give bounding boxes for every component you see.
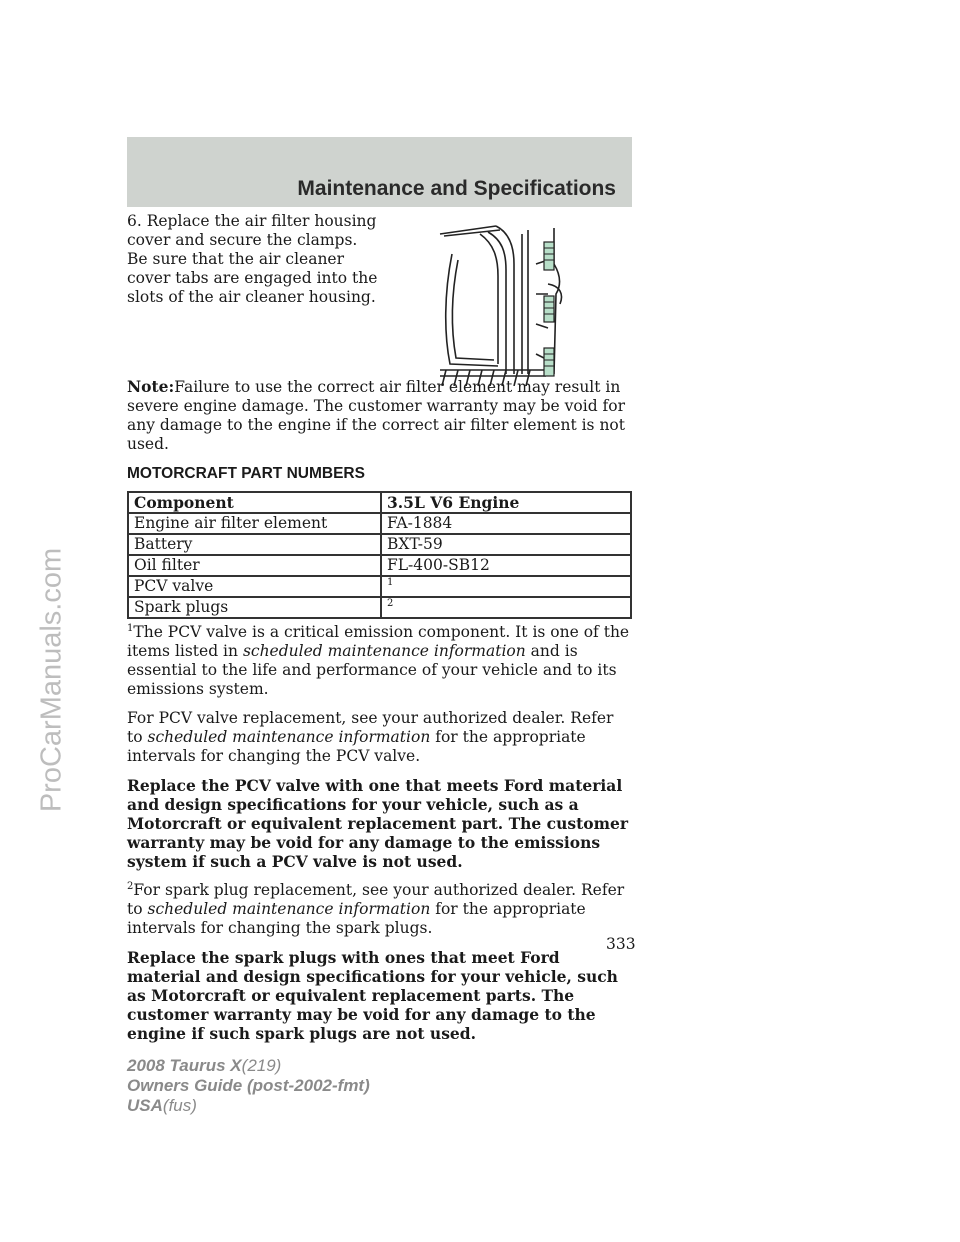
table-row: [128, 513, 631, 534]
footer-model-code: (219): [241, 1056, 282, 1075]
footer-market-code: (fus): [162, 1096, 197, 1115]
pcv-warning-paragraph: Replace the PCV valve with one that meets Ford material and design specifications for your vehicle, such as a Motorcraft or equivalent replacement part. The customer warranty may be void for any damage to the emissions system if such a PCV valve is not used.: [127, 776, 629, 871]
footnote-mark: 1: [127, 622, 134, 634]
footnote-ref: 1: [387, 576, 394, 588]
table-cell: FA-1884: [381, 513, 631, 534]
table-cell: Oil filter: [128, 555, 381, 576]
document-footer: [127, 1056, 370, 1116]
table-row: [128, 576, 631, 597]
table-cell: BXT-59: [381, 534, 631, 555]
header-band: [127, 137, 632, 207]
footer-guide: Owners Guide (post-2002-fmt): [127, 1076, 370, 1095]
footnote-1: [127, 623, 632, 699]
footnote-1-text-b: and is essential to the life and performance of your vehicle and to its emissions system.: [127, 642, 617, 698]
footnote-2-italic: scheduled maintenance information: [147, 900, 431, 918]
footnote-1-text-a: The PCV valve is a critical emission component. It is one of the items listed in: [127, 623, 630, 660]
table-row: [128, 555, 631, 576]
footnote-2-text-a: For spark plug replacement, see your authorized dealer. Refer to: [127, 881, 625, 918]
table-cell: [381, 597, 631, 618]
page-number: 333: [606, 935, 636, 953]
table-cell: Battery: [128, 534, 381, 555]
section-heading: MOTORCRAFT PART NUMBERS: [127, 465, 365, 482]
footer-line-2: [127, 1076, 370, 1096]
parts-table: [127, 491, 632, 619]
table-cell: FL-400-SB12: [381, 555, 631, 576]
table-header-cell: Component: [128, 492, 381, 513]
pcv-replacement-text-a: For PCV valve replacement, see your authorized dealer. Refer to: [127, 709, 614, 746]
page-content: [127, 212, 632, 1053]
table-cell: Spark plugs: [128, 597, 381, 618]
table-cell: Engine air filter element: [128, 513, 381, 534]
footer-model: 2008 Taurus X: [127, 1056, 242, 1075]
footnote-2-text-b: for the appropriate intervals for changing the spark plugs.: [127, 900, 586, 937]
table-cell: PCV valve: [128, 576, 381, 597]
table-cell: [381, 576, 631, 597]
note-label: Note:: [127, 377, 175, 396]
pcv-replacement-text-b: for the appropriate intervals for changing the PCV valve.: [127, 728, 586, 765]
watermark: ProCarManuals.com: [35, 547, 68, 813]
step-6-text: 6. Replace the air filter housing cover and secure the clamps. Be sure that the air cleaner cover tabs are engaged into the slots of the air cleaner housing.: [127, 212, 378, 306]
footer-market: USA: [127, 1096, 163, 1115]
footnote-mark: 2: [127, 880, 134, 892]
note-paragraph: [127, 377, 632, 454]
footnote-ref: 2: [387, 597, 394, 609]
footnote-1-italic: scheduled maintenance information: [242, 642, 526, 660]
table-header-cell: 3.5L V6 Engine: [381, 492, 631, 513]
page-section-title: Maintenance and Specifications: [297, 177, 616, 200]
table-row: [128, 597, 631, 618]
pcv-replacement-italic: scheduled maintenance information: [147, 728, 431, 746]
footnote-2: [127, 881, 632, 938]
footer-line-3: [127, 1096, 370, 1116]
pcv-replacement-paragraph: [127, 709, 632, 766]
table-header-row: [128, 492, 631, 513]
footer-line-1: [127, 1056, 370, 1076]
table-row: [128, 534, 631, 555]
note-text: Failure to use the correct air filter element may result in severe engine damage. The customer warranty may be void for any damage to the engine if the correct air filter element is not used.: [127, 378, 626, 453]
spark-warning-paragraph: Replace the spark plugs with ones that meet Ford material and design specifications for your vehicle, such as Motorcraft or equivalent replacement parts. The customer warranty may be void for any damage to the engine if such spark plugs are not used.: [127, 948, 618, 1043]
